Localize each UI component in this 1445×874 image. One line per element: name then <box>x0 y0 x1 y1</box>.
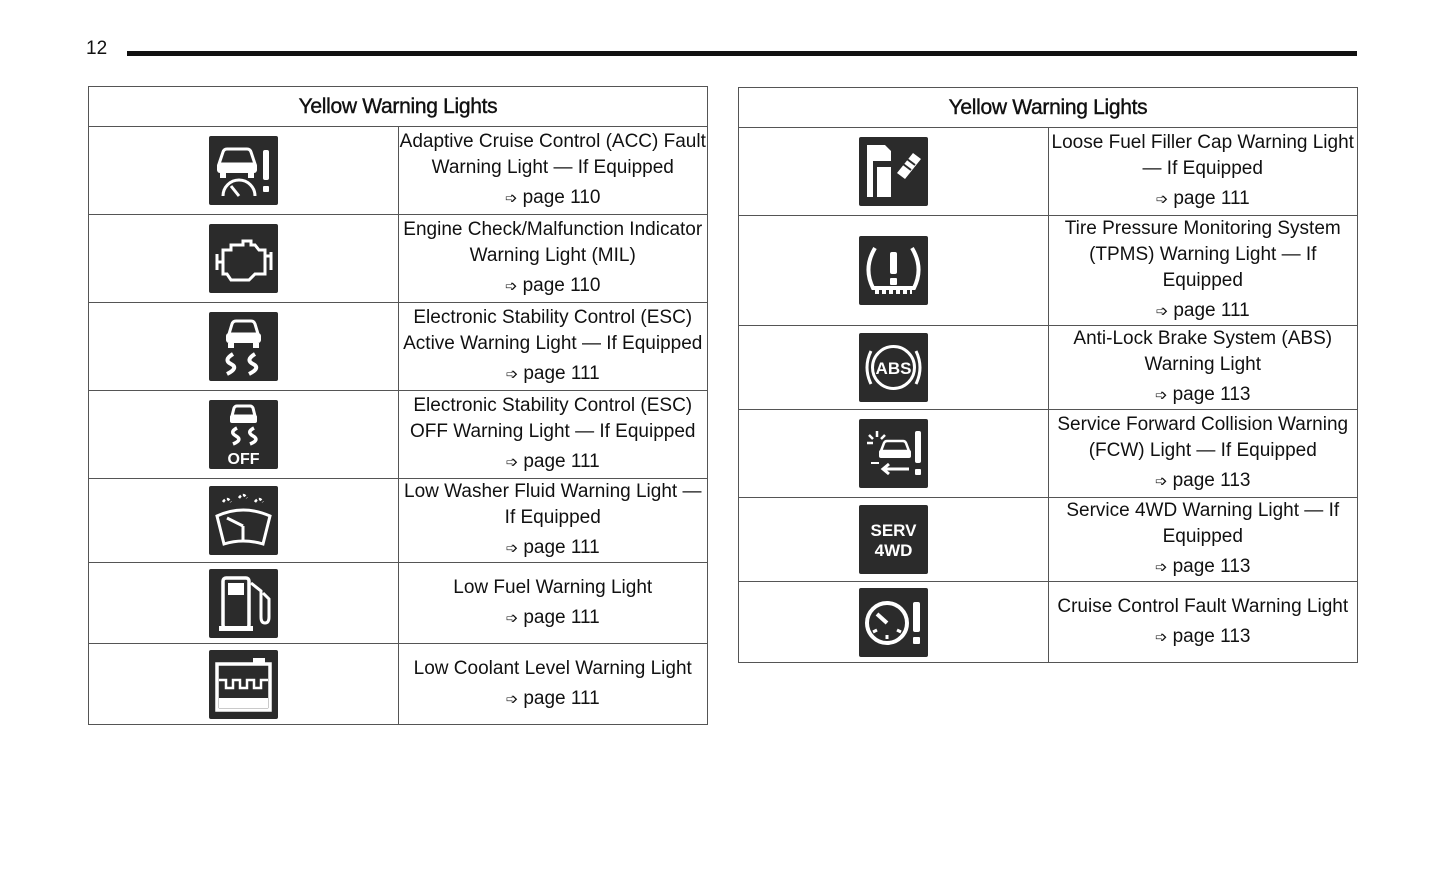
table-row <box>739 128 1358 216</box>
fcw-icon <box>859 419 928 488</box>
light-description: Service 4WD Warning Light — If Equipped <box>1066 500 1340 547</box>
page-reference[interactable]: ➩ page 111 <box>399 605 708 632</box>
arrow-icon: ➩ <box>1155 303 1169 320</box>
light-description: Service Forward Collision Warning (FCW) Light — If Equipped <box>1057 414 1349 461</box>
table-header: Yellow Warning Lights <box>89 87 708 127</box>
page-reference[interactable]: ➩ page 111 <box>399 361 708 388</box>
icon-label: SERV <box>870 521 917 540</box>
light-description: Anti-Lock Brake System (ABS) Warning Light <box>1073 328 1333 375</box>
table-header: Yellow Warning Lights <box>739 88 1358 128</box>
cruise-fault-icon <box>859 588 928 657</box>
header-rule <box>127 51 1357 56</box>
arrow-icon: ➩ <box>505 540 519 557</box>
arrow-icon: ➩ <box>505 366 519 383</box>
table-row <box>739 582 1358 663</box>
arrow-icon: ➩ <box>505 690 519 708</box>
coolant-level-icon <box>209 650 278 719</box>
washer-fluid-icon <box>209 486 278 555</box>
light-description: Low Coolant Level Warning Light <box>413 657 692 679</box>
table-row <box>89 563 708 644</box>
light-description: Tire Pressure Monitoring System (TPMS) Warning Light — If Equipped <box>1064 218 1341 291</box>
arrow-icon: ➩ <box>1155 559 1168 576</box>
light-description: Low Washer Fluid Warning Light — If Equipped <box>404 481 702 528</box>
light-description: Engine Check/Malfunction Indicator Warning Light (MIL) <box>403 219 703 266</box>
light-description: Electronic Stability Control (ESC) Active Warning Light — If Equipped <box>403 307 703 354</box>
table-row <box>89 479 708 563</box>
icon-label: ABS <box>875 359 912 378</box>
light-description: Loose Fuel Filler Cap Warning Light — If Equipped <box>1051 132 1354 179</box>
page-reference[interactable]: ➩ page 111 <box>399 449 708 476</box>
table-row <box>739 410 1358 498</box>
serv-4wd-icon <box>859 505 928 574</box>
table-row <box>739 326 1358 410</box>
fuel-cap-icon <box>859 137 928 206</box>
icon-label: 4WD <box>874 541 913 560</box>
page-reference[interactable]: ➩ page 113 <box>1049 382 1358 409</box>
page-reference[interactable]: ➩ page 111 <box>1049 186 1358 213</box>
table-row <box>89 391 708 479</box>
page-reference[interactable]: ➩ page 111 <box>399 535 708 562</box>
page-reference[interactable]: ➩ page 111 <box>399 686 708 713</box>
page-reference[interactable]: ➩ page 113 <box>1049 554 1358 581</box>
engine-check-icon <box>209 224 278 293</box>
fuel-pump-icon <box>209 569 278 638</box>
light-description: Electronic Stability Control (ESC) OFF Warning Light — If Equipped <box>410 395 696 442</box>
arrow-icon: ➩ <box>1155 628 1168 646</box>
warning-lights-table-right <box>738 87 1358 663</box>
table-row <box>739 498 1358 582</box>
table-row <box>89 127 708 215</box>
table-row <box>89 303 708 391</box>
page-reference[interactable]: ➩ page 113 <box>1049 468 1358 495</box>
page-reference[interactable]: ➩ page 110 <box>399 185 708 212</box>
arrow-icon: ➩ <box>505 609 519 627</box>
table-row <box>89 644 708 725</box>
arrow-icon: ➩ <box>505 278 518 295</box>
esc-off-icon <box>209 400 278 469</box>
light-description: Cruise Control Fault Warning Light <box>1057 595 1349 617</box>
light-description: Adaptive Cruise Control (ACC) Fault Warning Light — If Equipped <box>399 131 706 178</box>
tpms-icon <box>859 236 928 305</box>
page-reference[interactable]: ➩ page 113 <box>1049 624 1358 651</box>
page-number: 12 <box>86 38 108 59</box>
arrow-icon: ➩ <box>505 454 519 471</box>
table-row <box>739 216 1358 326</box>
warning-lights-table-left <box>88 86 708 725</box>
light-description: Low Fuel Warning Light <box>453 576 653 598</box>
acc-fault-icon <box>209 136 278 205</box>
table-row <box>89 215 708 303</box>
page-reference[interactable]: ➩ page 111 <box>1049 298 1358 325</box>
arrow-icon: ➩ <box>505 190 518 207</box>
page-reference[interactable]: ➩ page 110 <box>399 273 708 300</box>
esc-active-icon <box>209 312 278 381</box>
arrow-icon: ➩ <box>1155 387 1168 404</box>
abs-icon <box>859 333 928 402</box>
arrow-icon: ➩ <box>1155 473 1168 490</box>
arrow-icon: ➩ <box>1155 191 1169 208</box>
icon-label: OFF <box>227 451 260 468</box>
